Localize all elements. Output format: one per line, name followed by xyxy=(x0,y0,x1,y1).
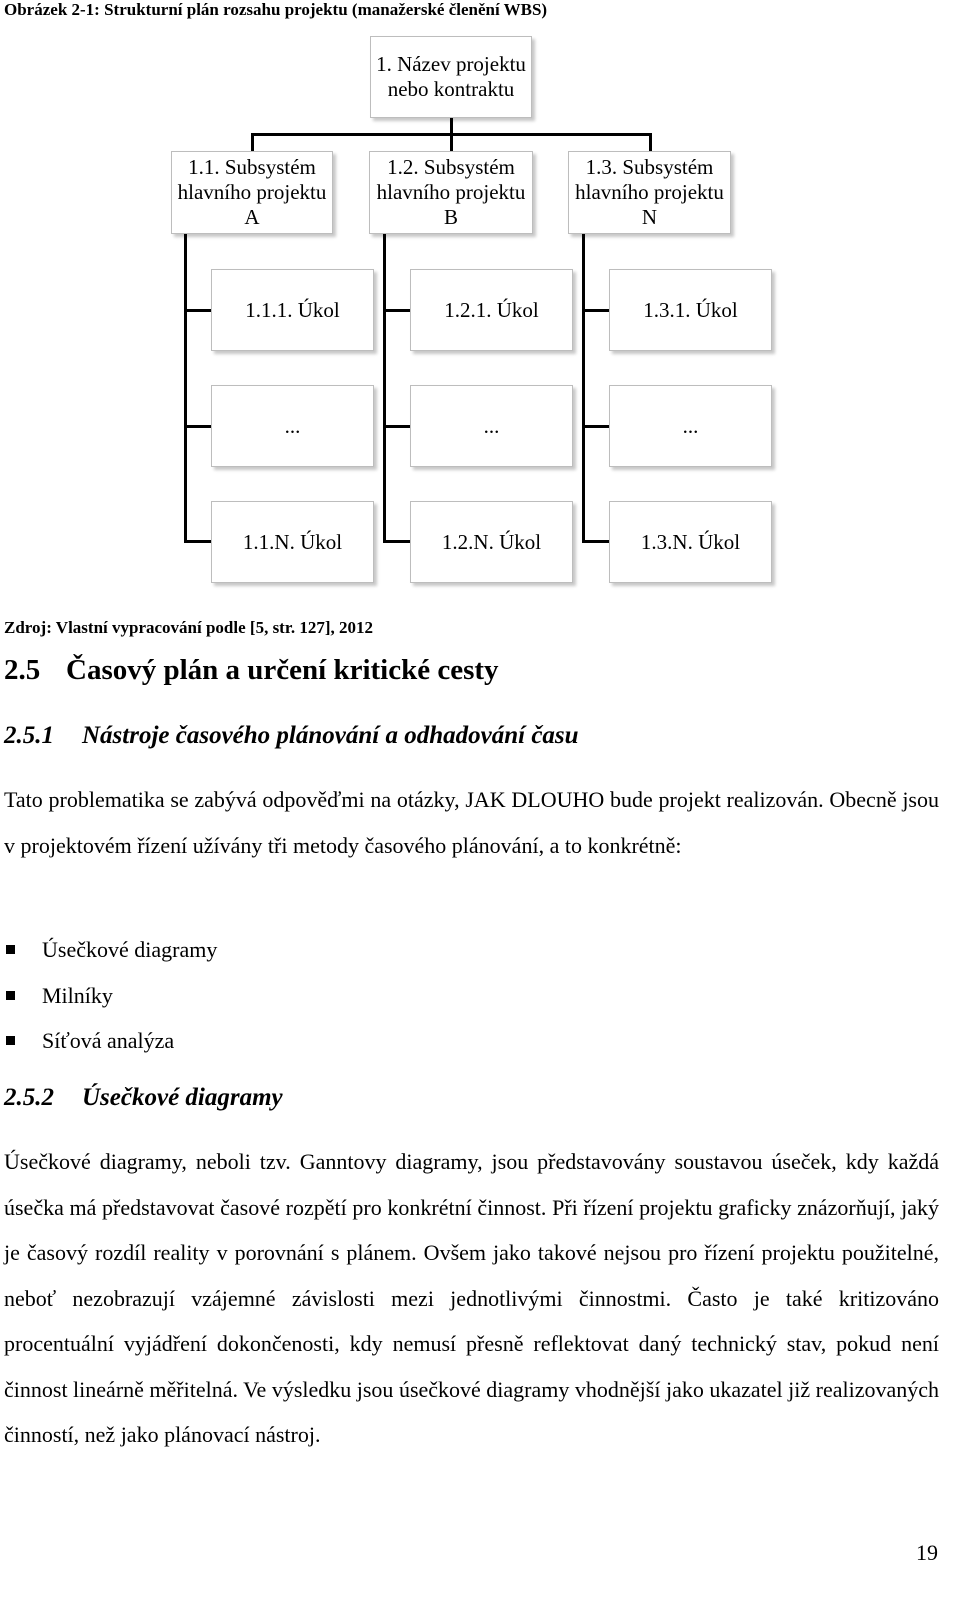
subsection-heading-1 xyxy=(4,722,579,750)
subsection-title: Úsečkové diagramy xyxy=(82,1084,283,1111)
wbs-task-box: 1.3.N. Úkol xyxy=(609,501,772,583)
wbs-task-box: 1.1.N. Úkol xyxy=(211,501,374,583)
page-number: 19 xyxy=(916,1540,938,1565)
wbs-task-box: 1.2.N. Úkol xyxy=(410,501,573,583)
paragraph-intro: Tato problematika se zabývá odpověďmi na otázky, JAK DLOUHO bude projekt realizován. Obecně jsou v projektovém řízení užívány tři metody časového plánování, a to konkrétně: xyxy=(4,787,939,858)
connector-column-a xyxy=(184,234,187,542)
wbs-task-box: ... xyxy=(609,385,772,467)
connector-branch xyxy=(582,425,609,428)
subsection-number: 2.5.2 xyxy=(4,1084,54,1111)
subsection-number: 2.5.1 xyxy=(4,722,54,749)
square-bullet-icon xyxy=(6,945,15,954)
list-item-label: Síťová analýza xyxy=(42,1028,175,1053)
wbs-task-box: ... xyxy=(211,385,374,467)
connector-column-n xyxy=(582,234,585,542)
connector-branch xyxy=(582,540,609,543)
paragraph-gantt: Úsečkové diagramy, neboli tzv. Ganntovy diagramy, jsou představovány soustavou úseček, kdy každá úsečka má představovat časové rozpětí pro konkrétní činnost. Při řízení projektu graficky znázorňují, jaký je časový rozdíl reality v porovnání s plánem. Ovšem jako takové nejsou pro řízení projektu použitelné, neboť nezobrazují vzájemné závislosti mezi jednotlivými činnostmi. Často je také kritizováno procentuální vyjádření dokončenosti, kdy nemusí přesně reflektovat daný technický stav, pokud není činnost lineárně měřitelná. Ve výsledku jsou úsečkové diagramy vhodnější jako ukazatel již realizovaných činností, než jako plánovací nástroj. xyxy=(4,1149,939,1447)
subsection-title: Nástroje časového plánování a odhadování času xyxy=(82,722,579,749)
wbs-task-box: 1.1.1. Úkol xyxy=(211,269,374,351)
section-heading xyxy=(4,654,499,687)
wbs-task-box: 1.2.1. Úkol xyxy=(410,269,573,351)
list-item xyxy=(4,973,217,1019)
connector-branch xyxy=(383,309,410,312)
wbs-task-box: ... xyxy=(410,385,573,467)
connector-branch xyxy=(184,425,211,428)
connector-branch xyxy=(582,309,609,312)
connector-branch xyxy=(383,540,410,543)
square-bullet-icon xyxy=(6,1036,15,1045)
section-title: Časový plán a určení kritické cesty xyxy=(66,654,499,686)
connector-column-b xyxy=(383,234,386,542)
connector-branch xyxy=(383,425,410,428)
figure-source: Zdroj: Vlastní vypracování podle [5, str. 127], 2012 xyxy=(4,618,373,637)
wbs-task-box: 1.3.1. Úkol xyxy=(609,269,772,351)
list-item-label: Úsečkové diagramy xyxy=(42,937,218,962)
wbs-root-box: 1. Název projektu nebo kontraktu xyxy=(370,36,532,118)
wbs-subsystem-a: 1.1. Subsystém hlavního projektu A xyxy=(171,151,333,234)
list-item xyxy=(4,1018,217,1064)
wbs-subsystem-n: 1.3. Subsystém hlavního projektu N xyxy=(568,151,731,234)
connector-to-subsystem-n xyxy=(649,133,652,151)
wbs-subsystem-b: 1.2. Subsystém hlavního projektu B xyxy=(369,151,533,234)
square-bullet-icon xyxy=(6,991,15,1000)
figure-caption: Obrázek 2-1: Strukturní plán rozsahu projektu (manažerské členění WBS) xyxy=(4,0,548,19)
connector-branch xyxy=(184,540,211,543)
connector-to-subsystem-a xyxy=(251,133,254,151)
list-item-label: Milníky xyxy=(42,982,113,1008)
methods-list xyxy=(4,927,217,1064)
connector-branch xyxy=(184,309,211,312)
list-item xyxy=(4,927,217,973)
subsection-heading-2 xyxy=(4,1084,283,1112)
connector-to-subsystem-b xyxy=(450,133,453,151)
section-number: 2.5 xyxy=(4,654,41,686)
